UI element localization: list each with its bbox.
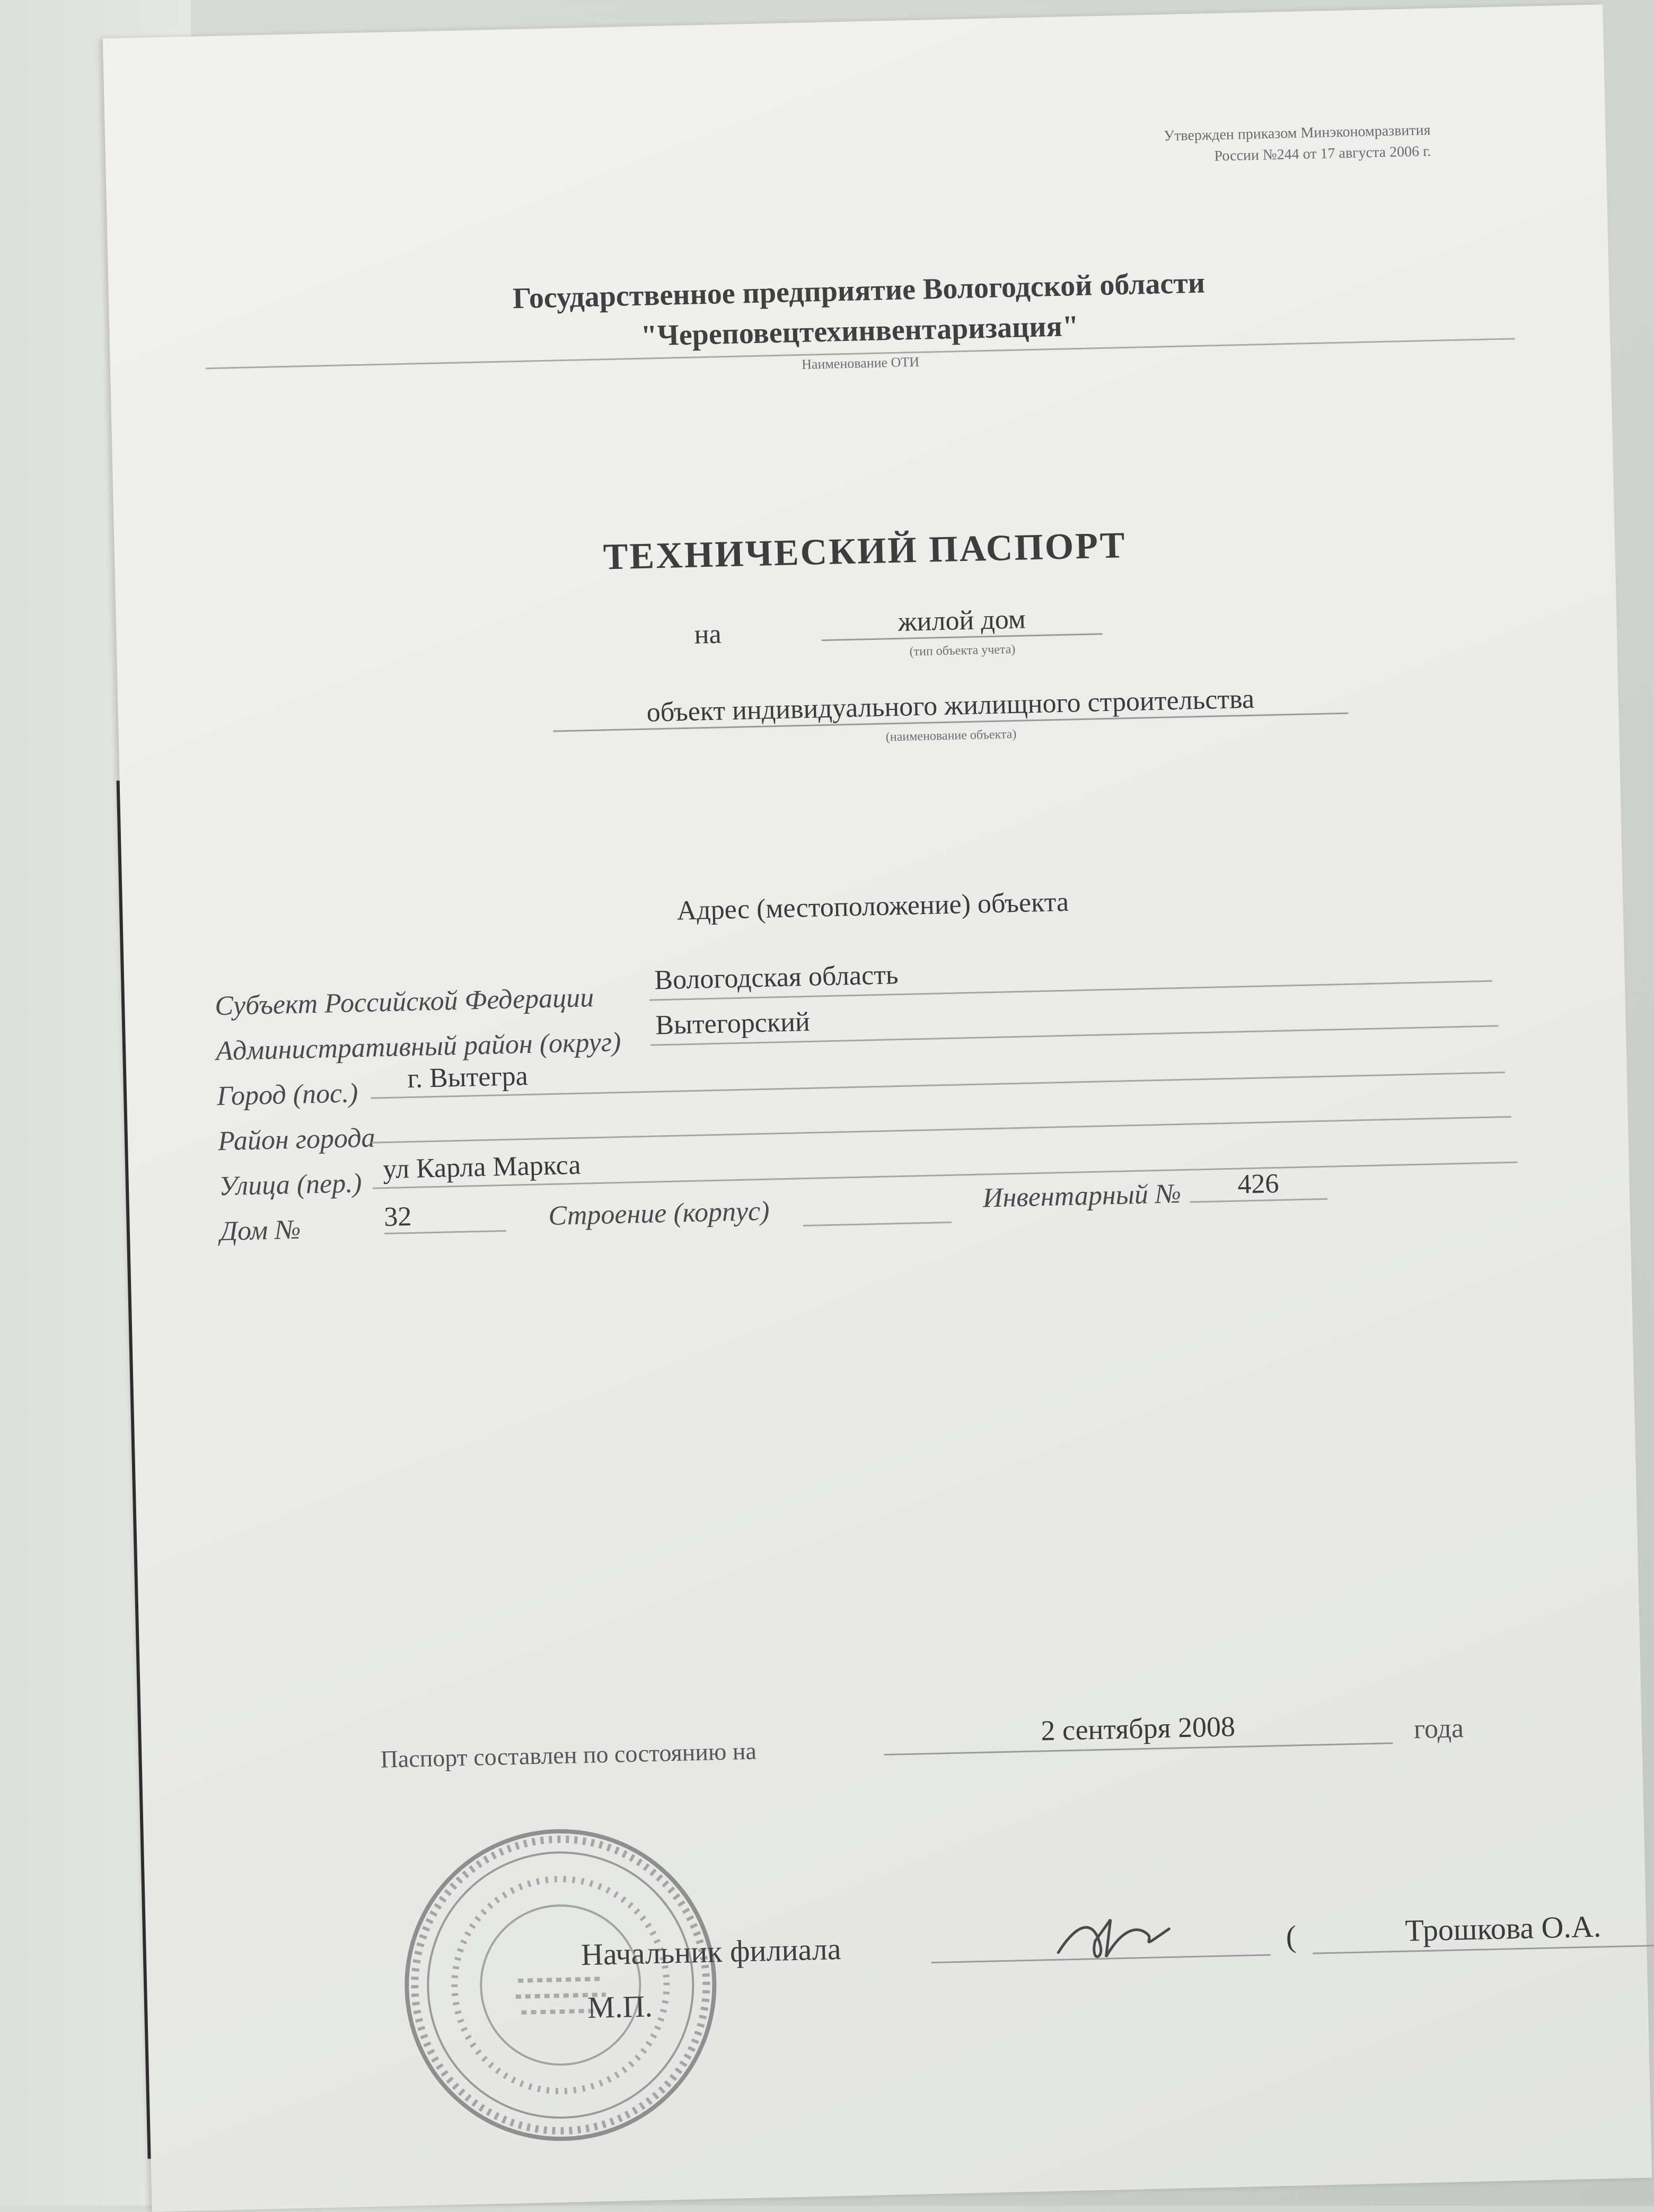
city-district-rule [372,1116,1511,1144]
approval-note [1164,120,1431,168]
building-label: Строение (корпус) [548,1196,770,1232]
city-label: Город (пос.) [216,1078,358,1112]
object-name-caption: (наименование объекта) [885,727,1017,744]
handwritten-signature-icon [1046,1907,1185,1969]
document-title: ТЕХНИЧЕСКИЙ ПАСПОРТ [602,525,1127,578]
state-date-label: Паспорт составлен по состоянию на [380,1737,757,1773]
subject-label: Субъект Российской Федерации [214,982,594,1022]
branch-head-name: Трошкова О.А. [1312,1906,1654,1954]
state-date-year-word: года [1413,1713,1464,1745]
district-value: Вытегорский [655,1006,811,1041]
round-stamp-icon [392,1817,728,2153]
stamp-place-label: М.П. [587,1989,653,2025]
on-label: на [694,619,722,650]
house-value: 32 [384,1199,506,1234]
city-district-label: Район города [217,1122,376,1157]
address-heading: Адрес (местоположение) объекта [676,886,1069,926]
house-label: Дом № [219,1214,301,1247]
city-value: г. Вытегра [407,1060,529,1094]
document-page [103,4,1652,2211]
approval-line-2: России №244 от 17 августа 2006 г. [1214,143,1431,165]
inventory-value: 426 [1189,1167,1327,1203]
organization-line-1: Государственное предприятие Вологодской области [512,266,1206,315]
city-rule [371,1072,1505,1099]
building-value [803,1189,952,1226]
organization-caption: Наименование ОТИ [801,354,920,372]
organization-line-2: "Череповецтехинвентаризация" [640,310,1079,353]
object-type-value: жилой дом [821,602,1103,641]
street-label: Улица (пер.) [218,1168,363,1202]
object-name-value: объект индивидуального жилищного строительства [552,681,1348,732]
street-value: ул Карла Маркса [382,1149,582,1185]
district-label: Административный район (округ) [215,1026,621,1067]
object-type-caption: (тип объекта учета) [909,642,1016,659]
subject-value: Вологодская область [654,960,899,996]
branch-head-label: Начальник филиала [580,1931,842,1972]
state-date-value: 2 сентября 2008 [883,1706,1393,1755]
inventory-label: Инвентарный № [982,1179,1182,1214]
open-parenthesis: ( [1285,1919,1297,1954]
approval-line-1: Утвержден приказом Минэкономразвития [1163,121,1431,145]
